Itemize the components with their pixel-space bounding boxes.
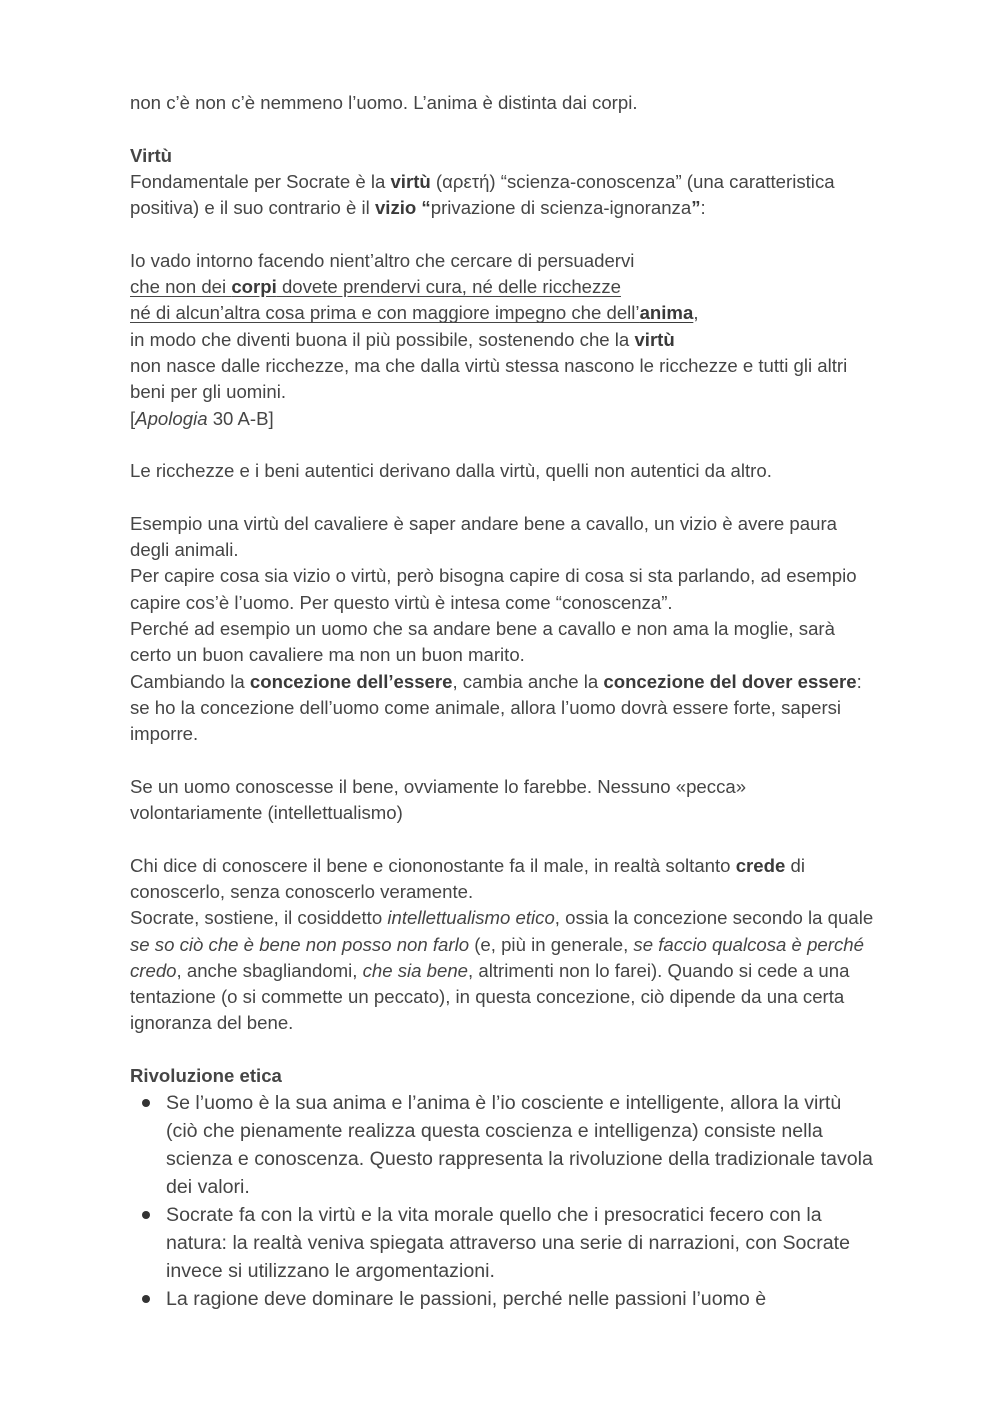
bullet-list [130,1089,875,1313]
paragraph-concezione: Cambiando la concezione dell’essere, cambia anche la concezione del dover essere: se ho la concezione dell’uomo come animale, allora l’uomo dovrà essere forte, sapersi imporre. [130,670,862,745]
list-item: Se l’uomo è la sua anima e l’anima è l’io cosciente e intelligente, allora la virtù (ciò che pienamente realizza questa coscienza e intelligenza) consiste nella scienza e conoscenza. Questo rappresenta la rivoluzione della tradizionale tavola dei valori. [130,1089,875,1201]
paragraph-esempio: Esempio una virtù del cavaliere è saper andare bene a cavallo, un vizio è avere paura degli animali. [130,512,837,561]
quote-line: né di alcun’altra cosa prima e con maggiore impegno che dell’anima, [130,302,699,324]
quote-line: non nasce dalle ricchezze, ma che dalla virtù stessa nascono le ricchezze e tutti gli altri beni per gli uomini. [130,354,848,403]
quote-line-underlined: che non dei corpi dovete prendervi cura, né delle ricchezze [130,276,621,298]
heading-virtu: Virtù [130,144,173,166]
heading-rivoluzione-etica: Rivoluzione etica [130,1064,282,1086]
paragraph-perche: Perché ad esempio un uomo che sa andare bene a cavallo e non ama la moglie, sarà certo un buon cavaliere ma non un buon marito. [130,617,835,666]
quote-apologia [130,248,875,432]
document-page [130,90,875,1313]
quote-line: Io vado intorno facendo nient’altro che cercare di persuadervi [130,249,635,271]
quote-citation: [Apologia 30 A-B] [130,407,274,429]
list-item: Socrate fa con la virtù e la vita morale quello che i presocratici fecero con la natura: la realtà veniva spiegata attraverso una serie di narrazioni, con Socrate invece si utilizzano le argomentazioni. [130,1201,875,1285]
paragraph-crede: Chi dice di conoscere il bene e ciononostante fa il male, in realtà soltanto crede di conoscerlo, senza conoscerlo veramente. [130,854,805,902]
paragraph-ricchezze: Le ricchezze e i beni autentici derivano dalla virtù, quelli non autentici da altro. [130,460,772,482]
list-item: La ragione deve dominare le passioni, perché nelle passioni l’uomo è [130,1285,875,1313]
paragraph-capire: Per capire cosa sia vizio o virtù, però bisogna capire di cosa si sta parlando, ad esempio capire cos’è l’uomo. Per questo virtù è intesa come “conoscenza”. [130,565,857,613]
paragraph-intellettualismo: Se un uomo conoscesse il bene, ovviamente lo farebbe. Nessuno «pecca» volontariamente (intellettualismo) [130,775,747,824]
paragraph-virtu: Fondamentale per Socrate è la virtù (αρετή) “scienza-conoscenza” (una caratteristica positiva) e il suo contrario è il vizio “privazione di scienza-ignoranza”: [130,170,835,219]
paragraph-intro: non c’è non c’è nemmeno l’uomo. L’anima è distinta dai corpi. [130,92,638,113]
quote-line: in modo che diventi buona il più possibile, sostenendo che la virtù [130,328,675,350]
paragraph-intellettualismo-etico: Socrate, sostiene, il cosiddetto intellettualismo etico, ossia la concezione secondo la quale se so ciò che è bene non posso non farlo (e, più in generale, se faccio qualcosa è perché credo, anche sbagliandomi, che sia bene, altrimenti non lo farei). Quando si cede a una tentazione (o si commette un peccato), in questa concezione, ciò dipende da una certa ignoranza del bene. [130,907,874,1034]
